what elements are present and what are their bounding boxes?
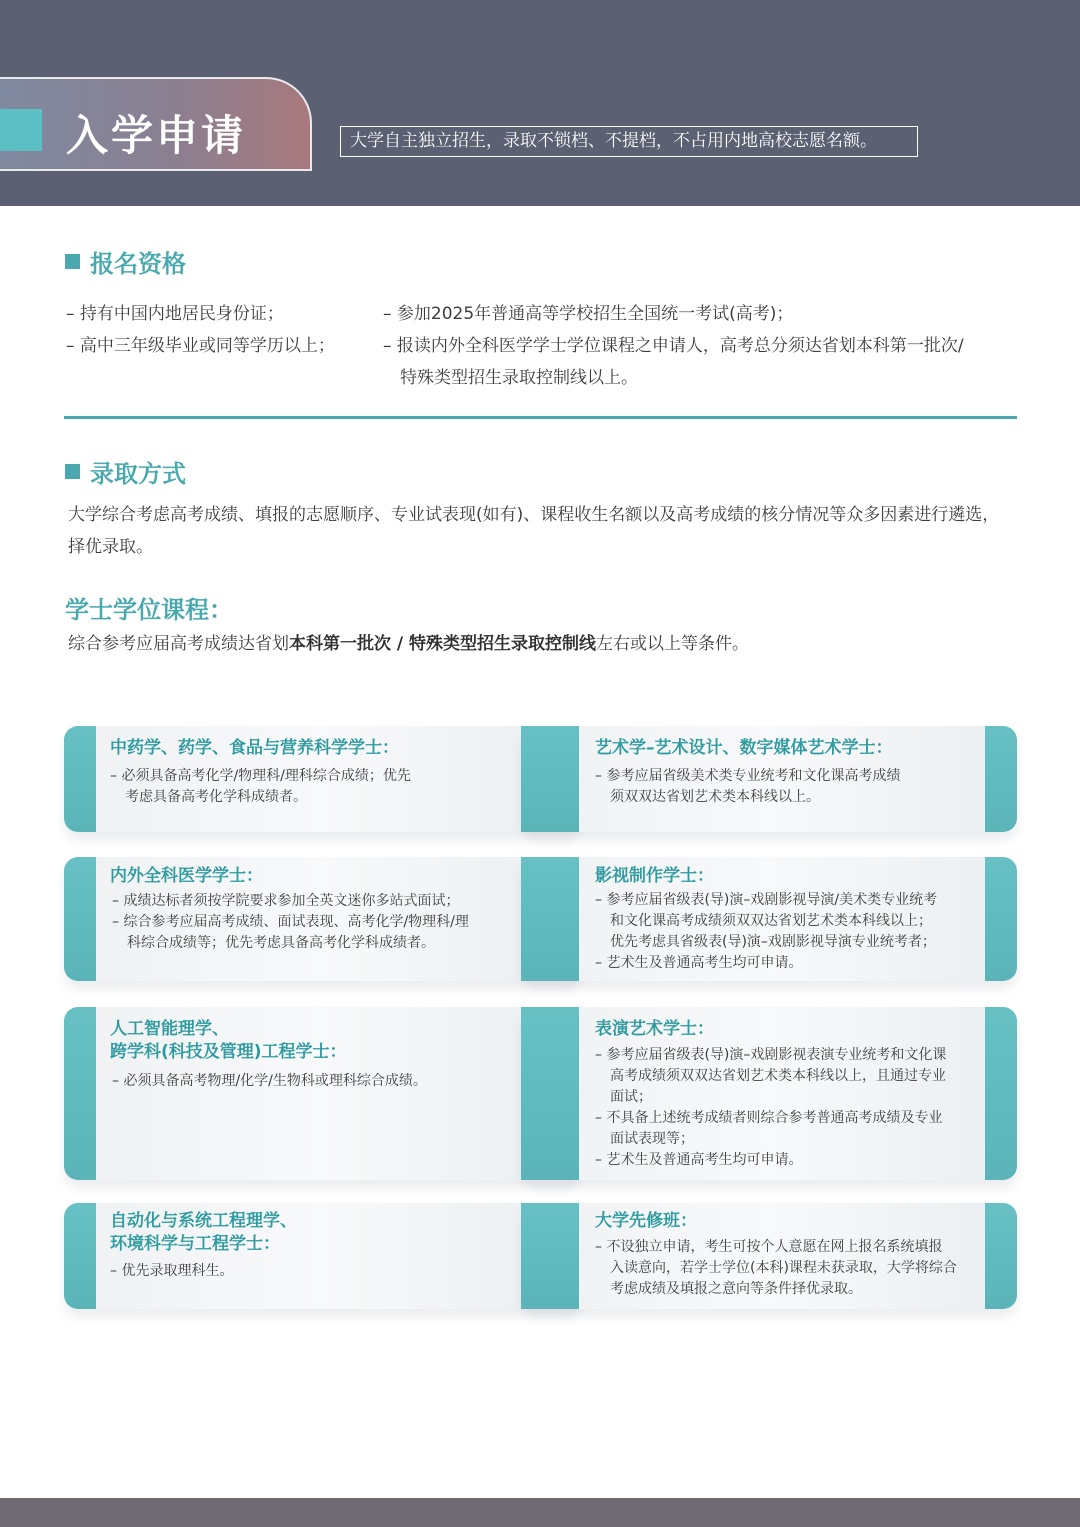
card-stripe bbox=[985, 857, 1017, 981]
card-body-line: 和文化课高考成绩须双双达省划艺术类本科线以上； bbox=[610, 913, 932, 929]
card-stripe bbox=[64, 1203, 96, 1309]
card-body-line: – 艺术生及普通高考生均可申请。 bbox=[595, 1152, 803, 1168]
card-title: 大学先修班： bbox=[595, 1211, 697, 1231]
admission-paragraph bbox=[68, 499, 1016, 563]
program-card-medicine bbox=[64, 857, 581, 981]
eligibility-list-right bbox=[383, 298, 964, 394]
card-body-line: 优先考虑具省级表(导)演–戏剧影视导演专业统考者； bbox=[610, 934, 936, 950]
program-card-art-design bbox=[521, 726, 1017, 832]
card-body-line: – 优先录取理科生。 bbox=[110, 1263, 234, 1279]
card-title: 艺术学–艺术设计、数字媒体艺术学士： bbox=[595, 738, 893, 758]
card-body bbox=[595, 766, 900, 808]
card-stripe bbox=[521, 1203, 579, 1309]
card-body-line: 须双双达省划艺术类本科线以上。 bbox=[610, 789, 820, 805]
card-body bbox=[110, 766, 411, 808]
card-body-line: – 成绩达标者须按学院要求参加全英文迷你多站式面试； bbox=[112, 893, 460, 909]
card-body-line: – 必须具备高考化学/物理科/理科综合成绩；优先 bbox=[110, 768, 411, 784]
card-stripe bbox=[521, 726, 579, 832]
admission-paragraph-line: 大学综合考虑高考成绩、填报的志愿顺序、专业试表现(如有)、课程收生名额以及高考成绩的核分情况等众多因素进行遴选， bbox=[68, 505, 1000, 525]
eligibility-list-left bbox=[66, 298, 335, 362]
bachelor-description bbox=[68, 630, 749, 658]
eligibility-item: – 持有中国内地居民身份证； bbox=[66, 304, 284, 324]
eligibility-item: – 报读内外全科医学学士学位课程之申请人，高考总分须达省划本科第一批次/ bbox=[383, 336, 964, 356]
heading-square-icon bbox=[65, 464, 80, 479]
card-body-line: – 艺术生及普通高考生均可申请。 bbox=[595, 955, 803, 971]
bachelor-text: 综合参考应届高考成绩达省划 bbox=[68, 634, 289, 654]
card-body bbox=[595, 1237, 957, 1300]
card-stripe bbox=[521, 857, 579, 981]
eligibility-item: – 高中三年级毕业或同等学历以上； bbox=[66, 336, 335, 356]
admission-heading bbox=[65, 454, 186, 489]
header-notice: 大学自主独立招生，录取不锁档、不提档，不占用内地高校志愿名额。 bbox=[340, 126, 918, 157]
section-divider bbox=[64, 416, 1017, 419]
card-body-line: 入读意向，若学士学位(本科)课程未获录取，大学将综合 bbox=[610, 1260, 957, 1276]
card-stripe bbox=[985, 1203, 1017, 1309]
card-body bbox=[112, 1071, 427, 1092]
card-body-line: 面试表现等； bbox=[610, 1131, 694, 1147]
card-stripe bbox=[64, 857, 96, 981]
admission-paragraph-line: 择优录取。 bbox=[68, 537, 153, 557]
card-body-line: – 不设独立申请，考生可按个人意愿在网上报名系统填报 bbox=[595, 1239, 943, 1255]
card-title-line: 跨学科(科技及管理)工程学士： bbox=[110, 1042, 347, 1062]
header-banner bbox=[0, 0, 1080, 206]
card-body bbox=[595, 890, 937, 974]
program-card-tcm-pharmacy bbox=[64, 726, 581, 832]
program-card-foundation bbox=[521, 1203, 1017, 1309]
admission-heading-text: 录取方式 bbox=[90, 460, 186, 488]
card-body-line: – 参考应届省级表(导)演–戏剧影视表演专业统考和文化课 bbox=[595, 1047, 947, 1063]
card-title-line: 人工智能理学、 bbox=[110, 1019, 229, 1039]
card-body-line: – 必须具备高考物理/化学/生物科或理科综合成绩。 bbox=[112, 1073, 427, 1089]
card-title: 影视制作学士： bbox=[595, 866, 714, 886]
program-card-ai-engineering bbox=[64, 1007, 581, 1180]
card-title bbox=[110, 1210, 297, 1256]
card-title: 表演艺术学士： bbox=[595, 1019, 714, 1039]
page-title: 入学申请 bbox=[66, 111, 247, 160]
card-title-line: 环境科学与工程学士： bbox=[110, 1234, 280, 1254]
card-body bbox=[595, 1045, 946, 1171]
heading-square-icon bbox=[65, 254, 80, 269]
card-body-line: 科综合成绩等；优先考虑具备高考化学科成绩者。 bbox=[127, 935, 435, 951]
card-stripe bbox=[64, 1007, 96, 1180]
card-body-line: 考虑成绩及填报之意向等条件择优录取。 bbox=[610, 1281, 862, 1297]
card-title bbox=[110, 1018, 347, 1064]
card-body-line: 高考成绩须双双达省划艺术类本科线以上，且通过专业 bbox=[610, 1068, 946, 1084]
eligibility-heading bbox=[65, 244, 186, 279]
program-card-performing-arts bbox=[521, 1007, 1017, 1180]
program-card-automation bbox=[64, 1203, 581, 1309]
card-stripe bbox=[64, 726, 96, 832]
card-title: 中药学、药学、食品与营养科学学士： bbox=[110, 738, 399, 758]
card-body bbox=[110, 1261, 233, 1282]
card-stripe bbox=[985, 726, 1017, 832]
eligibility-heading-text: 报名资格 bbox=[90, 250, 186, 278]
title-accent-square bbox=[0, 109, 42, 151]
title-tab bbox=[0, 77, 312, 171]
card-body-line: 考虑具备高考化学科成绩者。 bbox=[125, 789, 307, 805]
card-body-line: – 参考应届省级表(导)演–戏剧影视导演/美术类专业统考 bbox=[595, 892, 938, 908]
eligibility-item-continued: 特殊类型招生录取控制线以上。 bbox=[400, 368, 638, 388]
card-stripe bbox=[985, 1007, 1017, 1180]
card-title-line: 自动化与系统工程理学、 bbox=[110, 1211, 297, 1231]
card-body-line: – 参考应届省级美术类专业统考和文化课高考成绩 bbox=[595, 768, 901, 784]
card-body-line: 面试； bbox=[610, 1089, 652, 1105]
bachelor-text-bold: 本科第一批次 / 特殊类型招生录取控制线 bbox=[289, 634, 597, 654]
card-body-line: – 综合参考应届高考成绩、面试表现、高考化学/物理科/理 bbox=[112, 914, 469, 930]
program-card-film bbox=[521, 857, 1017, 981]
card-body-line: – 不具备上述统考成绩者则综合参考普通高考成绩及专业 bbox=[595, 1110, 943, 1126]
card-body bbox=[112, 891, 469, 954]
footer-bar bbox=[0, 1498, 1080, 1527]
eligibility-item: – 参加2025年普通高等学校招生全国统一考试(高考)； bbox=[383, 304, 794, 324]
bachelor-heading: 学士学位课程： bbox=[65, 596, 233, 624]
card-title: 内外全科医学学士： bbox=[110, 866, 263, 886]
bachelor-text: 左右或以上等条件。 bbox=[596, 634, 750, 654]
card-stripe bbox=[521, 1007, 579, 1180]
